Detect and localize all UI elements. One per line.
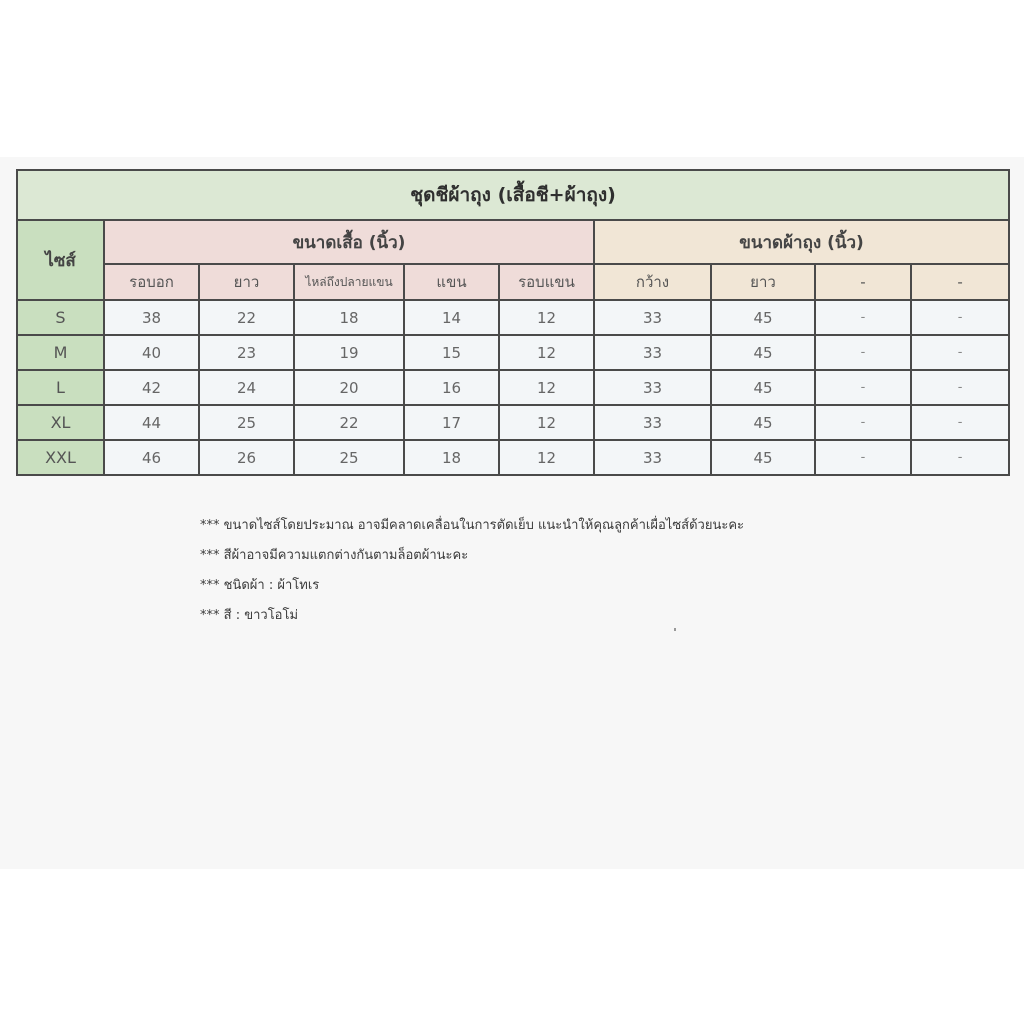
table-cell: - <box>911 300 1009 335</box>
table-cell: 33 <box>594 370 711 405</box>
table-cell: 18 <box>294 300 404 335</box>
table-cell: 12 <box>499 440 594 475</box>
table-cell: - <box>815 405 911 440</box>
table-cell: - <box>815 440 911 475</box>
table-cell: 14 <box>404 300 499 335</box>
table-cell: 44 <box>104 405 199 440</box>
table-cell: 33 <box>594 440 711 475</box>
size-label: L <box>17 370 104 405</box>
size-label: XL <box>17 405 104 440</box>
table-cell: 40 <box>104 335 199 370</box>
size-rows <box>17 300 1009 475</box>
column-header-width: กว้าง <box>594 264 711 300</box>
table-cell: 26 <box>199 440 294 475</box>
table-cell: 45 <box>711 405 815 440</box>
table-cell: 16 <box>404 370 499 405</box>
table-cell: 22 <box>294 405 404 440</box>
table-row <box>17 440 1009 475</box>
table-cell: 45 <box>711 335 815 370</box>
table-cell: 15 <box>404 335 499 370</box>
table-cell: 12 <box>499 405 594 440</box>
table-cell: 23 <box>199 335 294 370</box>
table-cell: 38 <box>104 300 199 335</box>
table-cell: - <box>911 335 1009 370</box>
table-cell: 45 <box>711 440 815 475</box>
column-header-sarong-length: ยาว <box>711 264 815 300</box>
table-cell: 25 <box>294 440 404 475</box>
title-row <box>17 170 1009 220</box>
table-cell: 33 <box>594 335 711 370</box>
note-color-variation: *** สีผ้าอาจมีความแตกต่างกันตามล็อตผ้านะคะ <box>200 548 469 563</box>
sarong-size-group-header: ขนาดผ้าถุง (นิ้ว) <box>594 220 1009 264</box>
table-row <box>17 335 1009 370</box>
table-cell: - <box>911 405 1009 440</box>
table-cell: - <box>815 300 911 335</box>
note-size-approximate: *** ขนาดไซส์โดยประมาณ อาจมีคลาดเคลื่อนในการตัดเย็บ แนะนำให้คุณลูกค้าเผื่อไซส์ด้วยนะคะ <box>200 518 744 533</box>
shirt-size-group-header: ขนาดเสื้อ (นิ้ว) <box>104 220 594 264</box>
group-header-row <box>17 220 1009 264</box>
table-cell: 33 <box>594 405 711 440</box>
column-header-armhole: รอบแขน <box>499 264 594 300</box>
table-cell: 20 <box>294 370 404 405</box>
notes-list <box>200 514 744 634</box>
column-header-chest: รอบอก <box>104 264 199 300</box>
table-row <box>17 370 1009 405</box>
table-cell: 19 <box>294 335 404 370</box>
table-cell: 18 <box>404 440 499 475</box>
size-label: M <box>17 335 104 370</box>
column-header-blank-2: - <box>911 264 1009 300</box>
column-header-blank-1: - <box>815 264 911 300</box>
table-cell: 12 <box>499 335 594 370</box>
size-label: S <box>17 300 104 335</box>
table-cell: 17 <box>404 405 499 440</box>
column-header-shirt-length: ยาว <box>199 264 294 300</box>
note-fabric-type: *** ชนิดผ้า : ผ้าโทเร <box>200 578 320 593</box>
table-cell: 12 <box>499 300 594 335</box>
note-color: *** สี : ขาวโอโม่ <box>200 608 299 623</box>
size-label: XXL <box>17 440 104 475</box>
table-cell: 33 <box>594 300 711 335</box>
table-cell: 24 <box>199 370 294 405</box>
column-header-shoulder-to-sleeve: ไหล่ถึงปลายแขน <box>294 264 404 300</box>
column-header-sleeve: แขน <box>404 264 499 300</box>
table-cell: - <box>815 370 911 405</box>
column-header-row <box>17 264 1009 300</box>
table-cell: 45 <box>711 300 815 335</box>
table-title: ชุดชีผ้าถุง (เสื้อชี+ผ้าถุง) <box>17 170 1009 220</box>
table-cell: 46 <box>104 440 199 475</box>
table-cell: - <box>911 440 1009 475</box>
stray-ink-mark <box>674 628 676 631</box>
table-cell: 42 <box>104 370 199 405</box>
table-cell: 22 <box>199 300 294 335</box>
table-row <box>17 405 1009 440</box>
table-cell: 45 <box>711 370 815 405</box>
table-cell: - <box>911 370 1009 405</box>
table-row <box>17 300 1009 335</box>
table-cell: - <box>815 335 911 370</box>
table-cell: 12 <box>499 370 594 405</box>
size-column-header: ไซส์ <box>17 220 104 300</box>
table-cell: 25 <box>199 405 294 440</box>
size-chart-table <box>16 169 1010 476</box>
